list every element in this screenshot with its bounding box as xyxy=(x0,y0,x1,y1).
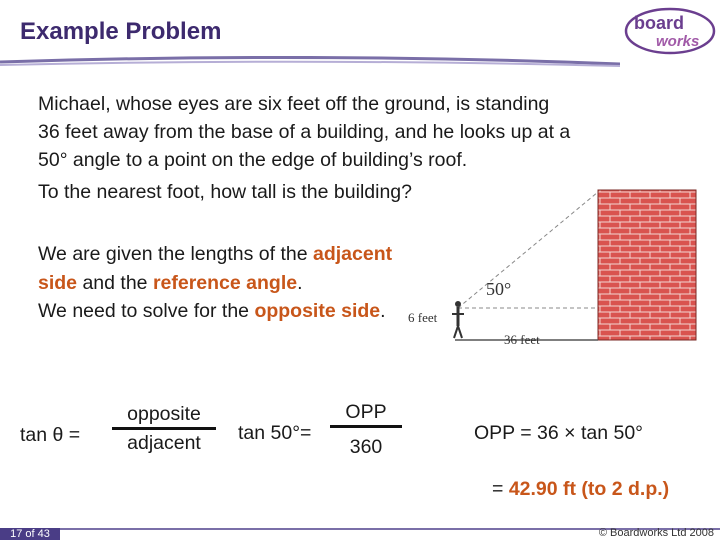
problem-line-2: 36 feet away from the base of a building, and he looks up at a xyxy=(38,121,571,143)
problem-line-1: Michael, whose eyes are six feet off the ground, is standing xyxy=(38,93,550,115)
angle-label: 50° xyxy=(486,279,512,299)
given-text: . xyxy=(380,300,386,322)
final-answer xyxy=(492,478,669,501)
numerator-opp: OPP xyxy=(345,401,387,423)
fraction-opp-over-360 xyxy=(330,401,402,459)
highlight-adjacent-side: adjacent side xyxy=(38,243,393,294)
given-text: We need to solve for the xyxy=(38,300,255,322)
highlight-reference-angle: reference angle xyxy=(152,271,298,294)
denominator-adjacent: adjacent xyxy=(127,432,201,454)
logo-text-board: board xyxy=(634,13,685,33)
copyright-text: © Boardworks Ltd 2008 xyxy=(598,527,714,539)
building-diagram xyxy=(400,180,720,360)
given-text: and the xyxy=(77,271,153,294)
problem-line-4: To the nearest foot, how tall is the building? xyxy=(38,181,412,203)
title-underline xyxy=(0,56,620,68)
fraction-bar xyxy=(330,425,402,428)
given-info xyxy=(38,240,418,326)
page-title: Example Problem xyxy=(20,18,222,45)
result-equation: OPP = 36 × tan 50° xyxy=(474,422,643,444)
distance-label: 36 feet xyxy=(504,332,540,347)
boardworks-logo xyxy=(624,6,716,56)
building xyxy=(598,190,696,340)
denominator-360: 360 xyxy=(349,436,383,458)
answer-prefix: = xyxy=(492,478,509,500)
tan-50-label: tan 50°= xyxy=(238,422,312,444)
height-label: 6 feet xyxy=(408,310,438,325)
logo-text-works: works xyxy=(656,33,700,50)
answer-value: 42.90 ft (to 2 d.p.) xyxy=(508,478,670,500)
given-text: . xyxy=(297,271,303,294)
tan-theta-label: tan θ = xyxy=(20,424,81,446)
fraction-bar xyxy=(112,427,216,430)
numerator-opposite: opposite xyxy=(127,403,201,425)
page-number: 17 of 43 xyxy=(0,528,60,540)
problem-line-3: 50° angle to a point on the edge of building’s roof. xyxy=(38,149,468,171)
highlight-opposite-side: opposite side xyxy=(254,300,381,322)
sight-line xyxy=(458,192,598,308)
fraction-opposite-over-adjacent xyxy=(112,403,216,455)
given-text: We are given the lengths of the xyxy=(38,243,313,265)
person-icon xyxy=(452,301,464,338)
